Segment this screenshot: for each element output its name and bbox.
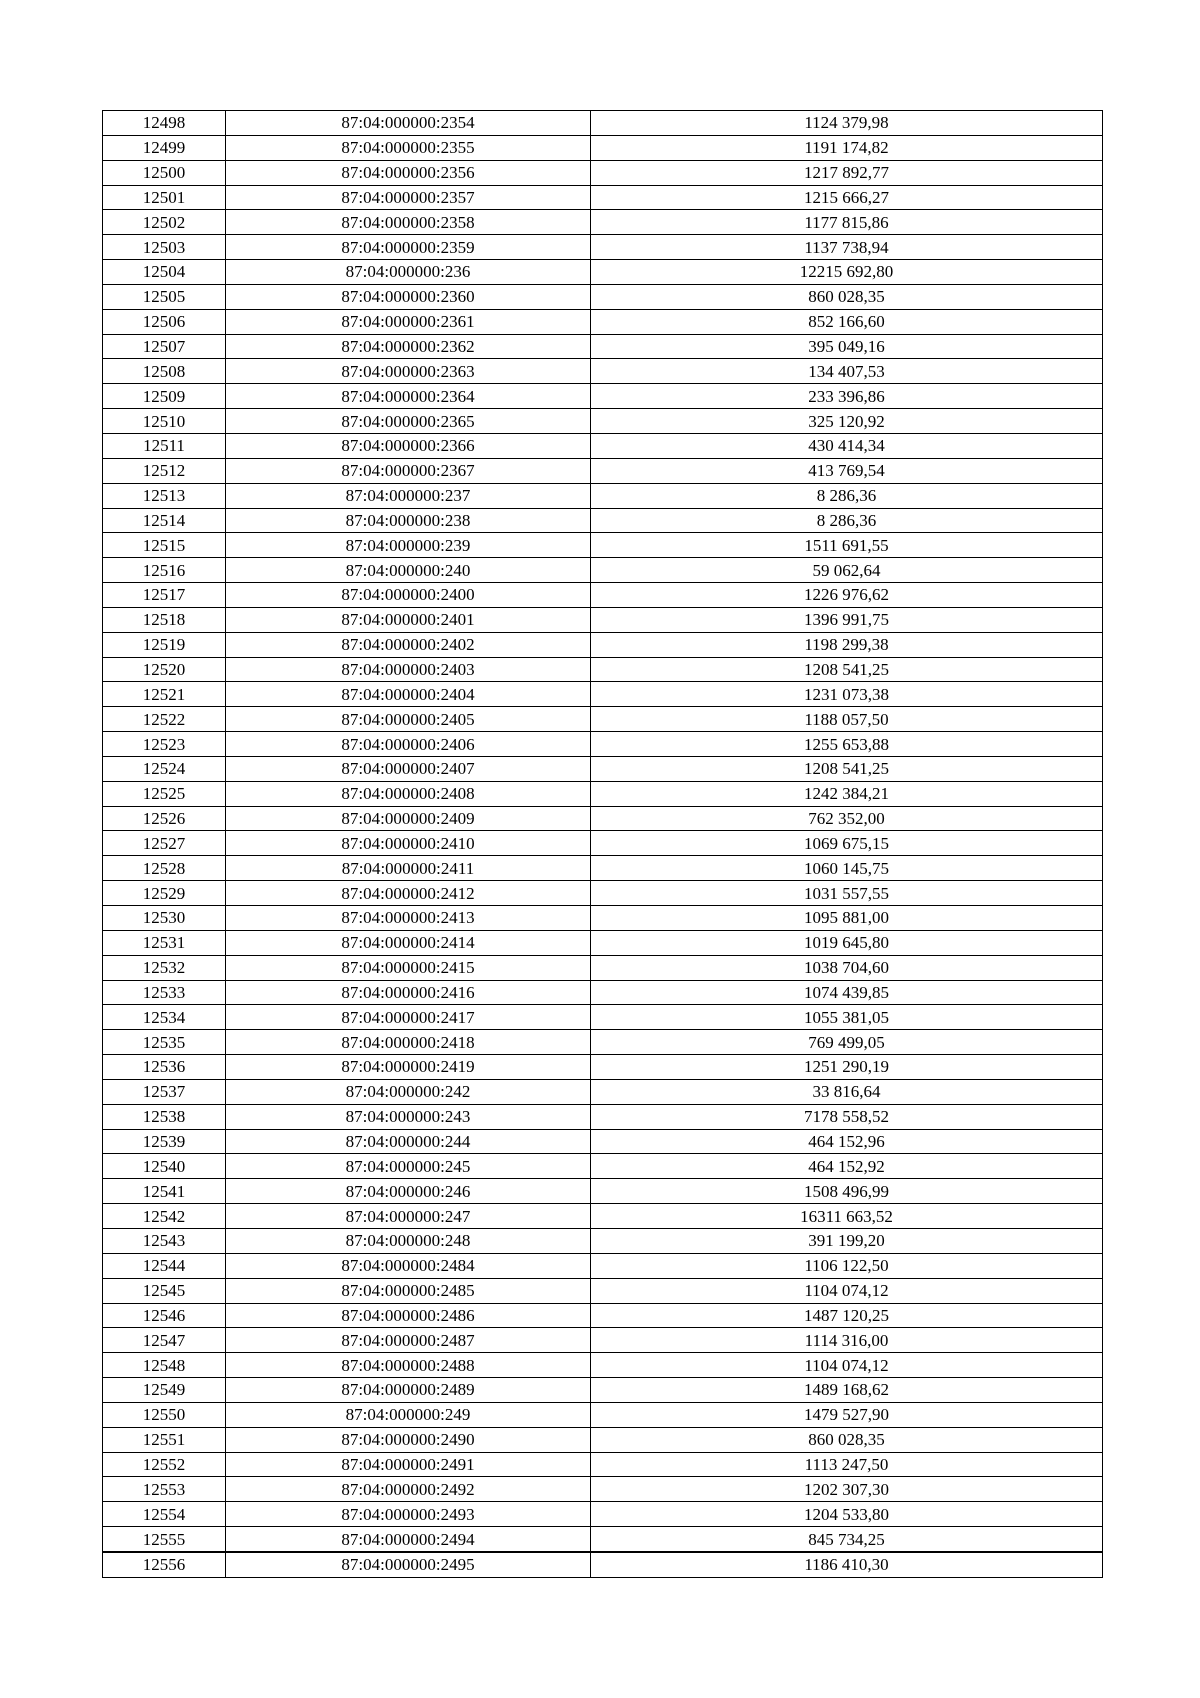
row-number-cell: 12552 xyxy=(103,1452,226,1477)
row-number-cell: 12516 xyxy=(103,558,226,583)
table-row xyxy=(103,1552,1103,1577)
table-row xyxy=(103,260,1103,285)
cadastral-value-cell: 1177 815,86 xyxy=(591,210,1103,235)
row-number-cell: 12500 xyxy=(103,160,226,185)
cadastral-number-cell: 87:04:000000:2486 xyxy=(226,1303,591,1328)
cadastral-value-cell: 16311 663,52 xyxy=(591,1204,1103,1229)
table-row xyxy=(103,334,1103,359)
table-row xyxy=(103,781,1103,806)
cadastral-value-cell: 1251 290,19 xyxy=(591,1055,1103,1080)
cadastral-number-cell: 87:04:000000:242 xyxy=(226,1079,591,1104)
cadastral-value-cell: 1106 122,50 xyxy=(591,1253,1103,1278)
row-number-cell: 12545 xyxy=(103,1278,226,1303)
table-row xyxy=(103,806,1103,831)
row-number-cell: 12502 xyxy=(103,210,226,235)
cadastral-value-cell: 1208 541,25 xyxy=(591,657,1103,682)
cadastral-value-cell: 1069 675,15 xyxy=(591,831,1103,856)
row-number-cell: 12499 xyxy=(103,135,226,160)
cadastral-number-cell: 87:04:000000:2413 xyxy=(226,906,591,931)
cadastral-value-cell: 1226 976,62 xyxy=(591,583,1103,608)
row-number-cell: 12504 xyxy=(103,260,226,285)
cadastral-number-cell: 87:04:000000:2495 xyxy=(226,1552,591,1577)
row-number-cell: 12520 xyxy=(103,657,226,682)
cadastral-value-cell: 1511 691,55 xyxy=(591,533,1103,558)
row-number-cell: 12548 xyxy=(103,1353,226,1378)
cadastral-value-cell: 769 499,05 xyxy=(591,1030,1103,1055)
cadastral-number-cell: 87:04:000000:2490 xyxy=(226,1427,591,1452)
table-row xyxy=(103,955,1103,980)
row-number-cell: 12546 xyxy=(103,1303,226,1328)
table-row xyxy=(103,1104,1103,1129)
row-number-cell: 12525 xyxy=(103,781,226,806)
cadastral-number-cell: 87:04:000000:247 xyxy=(226,1204,591,1229)
row-number-cell: 12535 xyxy=(103,1030,226,1055)
table-row xyxy=(103,135,1103,160)
cadastral-value-cell: 8 286,36 xyxy=(591,508,1103,533)
table-row xyxy=(103,1477,1103,1502)
cadastral-value-cell: 1124 379,98 xyxy=(591,111,1103,136)
row-number-cell: 12554 xyxy=(103,1502,226,1527)
table-row xyxy=(103,632,1103,657)
table-row xyxy=(103,1278,1103,1303)
cadastral-number-cell: 87:04:000000:2404 xyxy=(226,682,591,707)
table-row xyxy=(103,409,1103,434)
cadastral-value-cell: 1489 168,62 xyxy=(591,1378,1103,1403)
cadastral-value-cell: 391 199,20 xyxy=(591,1228,1103,1253)
table-row xyxy=(103,1328,1103,1353)
row-number-cell: 12515 xyxy=(103,533,226,558)
cadastral-value-cell: 1215 666,27 xyxy=(591,185,1103,210)
cadastral-value-cell: 1074 439,85 xyxy=(591,980,1103,1005)
cadastral-value-cell: 762 352,00 xyxy=(591,806,1103,831)
table-row xyxy=(103,508,1103,533)
cadastral-value-cell: 1487 120,25 xyxy=(591,1303,1103,1328)
cadastral-number-cell: 87:04:000000:245 xyxy=(226,1154,591,1179)
cadastral-value-cell: 1191 174,82 xyxy=(591,135,1103,160)
row-number-cell: 12507 xyxy=(103,334,226,359)
row-number-cell: 12543 xyxy=(103,1228,226,1253)
table-row xyxy=(103,1402,1103,1427)
cadastral-number-cell: 87:04:000000:2358 xyxy=(226,210,591,235)
row-number-cell: 12528 xyxy=(103,856,226,881)
cadastral-number-cell: 87:04:000000:2367 xyxy=(226,458,591,483)
cadastral-number-cell: 87:04:000000:2406 xyxy=(226,732,591,757)
cadastral-value-cell: 1113 247,50 xyxy=(591,1452,1103,1477)
table-row xyxy=(103,1030,1103,1055)
cadastral-number-cell: 87:04:000000:2407 xyxy=(226,756,591,781)
row-number-cell: 12549 xyxy=(103,1378,226,1403)
cadastral-number-cell: 87:04:000000:2360 xyxy=(226,284,591,309)
cadastral-value-cell: 7178 558,52 xyxy=(591,1104,1103,1129)
cadastral-number-cell: 87:04:000000:2418 xyxy=(226,1030,591,1055)
cadastral-number-cell: 87:04:000000:2355 xyxy=(226,135,591,160)
cadastral-number-cell: 87:04:000000:2493 xyxy=(226,1502,591,1527)
table-row xyxy=(103,1228,1103,1253)
cadastral-number-cell: 87:04:000000:2416 xyxy=(226,980,591,1005)
row-number-cell: 12540 xyxy=(103,1154,226,1179)
cadastral-number-cell: 87:04:000000:2484 xyxy=(226,1253,591,1278)
row-number-cell: 12532 xyxy=(103,955,226,980)
row-number-cell: 12505 xyxy=(103,284,226,309)
row-number-cell: 12524 xyxy=(103,756,226,781)
table-row xyxy=(103,210,1103,235)
cadastral-value-cell: 325 120,92 xyxy=(591,409,1103,434)
cadastral-number-cell: 87:04:000000:2419 xyxy=(226,1055,591,1080)
cadastral-value-cell: 1508 496,99 xyxy=(591,1179,1103,1204)
table-row xyxy=(103,458,1103,483)
cadastral-value-cell: 845 734,25 xyxy=(591,1527,1103,1552)
table-row xyxy=(103,1303,1103,1328)
cadastral-number-cell: 87:04:000000:2362 xyxy=(226,334,591,359)
row-number-cell: 12518 xyxy=(103,607,226,632)
row-number-cell: 12541 xyxy=(103,1179,226,1204)
table-row xyxy=(103,1452,1103,1477)
cadastral-number-cell: 87:04:000000:2366 xyxy=(226,433,591,458)
row-number-cell: 12513 xyxy=(103,483,226,508)
cadastral-number-cell: 87:04:000000:2405 xyxy=(226,707,591,732)
row-number-cell: 12537 xyxy=(103,1079,226,1104)
cadastral-number-cell: 87:04:000000:2365 xyxy=(226,409,591,434)
cadastral-number-cell: 87:04:000000:243 xyxy=(226,1104,591,1129)
cadastral-value-cell: 1095 881,00 xyxy=(591,906,1103,931)
table-body xyxy=(103,111,1103,1578)
cadastral-number-cell: 87:04:000000:244 xyxy=(226,1129,591,1154)
row-number-cell: 12555 xyxy=(103,1527,226,1552)
row-number-cell: 12551 xyxy=(103,1427,226,1452)
cadastral-value-cell: 33 816,64 xyxy=(591,1079,1103,1104)
table-row xyxy=(103,1179,1103,1204)
cadastral-number-cell: 87:04:000000:2485 xyxy=(226,1278,591,1303)
table-row xyxy=(103,906,1103,931)
row-number-cell: 12553 xyxy=(103,1477,226,1502)
cadastral-value-cell: 1217 892,77 xyxy=(591,160,1103,185)
table-row xyxy=(103,433,1103,458)
row-number-cell: 12522 xyxy=(103,707,226,732)
cadastral-number-cell: 87:04:000000:2359 xyxy=(226,235,591,260)
cadastral-value-cell: 1104 074,12 xyxy=(591,1278,1103,1303)
row-number-cell: 12509 xyxy=(103,384,226,409)
row-number-cell: 12556 xyxy=(103,1552,226,1577)
table-row xyxy=(103,359,1103,384)
row-number-cell: 12544 xyxy=(103,1253,226,1278)
cadastral-number-cell: 87:04:000000:2492 xyxy=(226,1477,591,1502)
cadastral-number-cell: 87:04:000000:240 xyxy=(226,558,591,583)
row-number-cell: 12498 xyxy=(103,111,226,136)
table-row xyxy=(103,558,1103,583)
cadastral-value-cell: 464 152,96 xyxy=(591,1129,1103,1154)
cadastral-value-cell: 1188 057,50 xyxy=(591,707,1103,732)
cadastral-number-cell: 87:04:000000:2414 xyxy=(226,930,591,955)
cadastral-number-cell: 87:04:000000:2363 xyxy=(226,359,591,384)
table-row xyxy=(103,707,1103,732)
row-number-cell: 12514 xyxy=(103,508,226,533)
table-row xyxy=(103,533,1103,558)
cadastral-number-cell: 87:04:000000:2402 xyxy=(226,632,591,657)
cadastral-value-cell: 860 028,35 xyxy=(591,284,1103,309)
table-row xyxy=(103,284,1103,309)
table-row xyxy=(103,657,1103,682)
cadastral-number-cell: 87:04:000000:2401 xyxy=(226,607,591,632)
cadastral-number-cell: 87:04:000000:2489 xyxy=(226,1378,591,1403)
cadastral-value-cell: 430 414,34 xyxy=(591,433,1103,458)
row-number-cell: 12519 xyxy=(103,632,226,657)
cadastral-value-cell: 395 049,16 xyxy=(591,334,1103,359)
table-row xyxy=(103,1129,1103,1154)
cadastral-number-cell: 87:04:000000:2356 xyxy=(226,160,591,185)
cadastral-number-cell: 87:04:000000:2408 xyxy=(226,781,591,806)
row-number-cell: 12506 xyxy=(103,309,226,334)
row-number-cell: 12550 xyxy=(103,1402,226,1427)
cadastral-value-cell: 1019 645,80 xyxy=(591,930,1103,955)
row-number-cell: 12521 xyxy=(103,682,226,707)
cadastral-value-cell: 134 407,53 xyxy=(591,359,1103,384)
row-number-cell: 12538 xyxy=(103,1104,226,1129)
row-number-cell: 12501 xyxy=(103,185,226,210)
cadastral-number-cell: 87:04:000000:2417 xyxy=(226,1005,591,1030)
table-row xyxy=(103,483,1103,508)
cadastral-value-cell: 1242 384,21 xyxy=(591,781,1103,806)
cadastral-number-cell: 87:04:000000:2410 xyxy=(226,831,591,856)
cadastral-number-cell: 87:04:000000:2354 xyxy=(226,111,591,136)
table-row xyxy=(103,111,1103,136)
cadastral-value-cell: 1104 074,12 xyxy=(591,1353,1103,1378)
cadastral-value-cell: 1055 381,05 xyxy=(591,1005,1103,1030)
table-row xyxy=(103,756,1103,781)
row-number-cell: 12511 xyxy=(103,433,226,458)
row-number-cell: 12510 xyxy=(103,409,226,434)
table-row xyxy=(103,682,1103,707)
cadastral-number-cell: 87:04:000000:2364 xyxy=(226,384,591,409)
cadastral-number-cell: 87:04:000000:237 xyxy=(226,483,591,508)
cadastral-value-cell: 852 166,60 xyxy=(591,309,1103,334)
cadastral-number-cell: 87:04:000000:236 xyxy=(226,260,591,285)
row-number-cell: 12508 xyxy=(103,359,226,384)
cadastral-number-cell: 87:04:000000:2488 xyxy=(226,1353,591,1378)
table-row xyxy=(103,1154,1103,1179)
cadastral-number-cell: 87:04:000000:2357 xyxy=(226,185,591,210)
cadastral-value-cell: 8 286,36 xyxy=(591,483,1103,508)
row-number-cell: 12533 xyxy=(103,980,226,1005)
cadastral-value-cell: 1208 541,25 xyxy=(591,756,1103,781)
cadastral-number-cell: 87:04:000000:246 xyxy=(226,1179,591,1204)
cadastral-value-cell: 1479 527,90 xyxy=(591,1402,1103,1427)
row-number-cell: 12523 xyxy=(103,732,226,757)
cadastral-value-cell: 1231 073,38 xyxy=(591,682,1103,707)
cadastral-number-cell: 87:04:000000:2491 xyxy=(226,1452,591,1477)
table-row xyxy=(103,930,1103,955)
table-row xyxy=(103,1378,1103,1403)
cadastral-value-cell: 860 028,35 xyxy=(591,1427,1103,1452)
table-row xyxy=(103,309,1103,334)
cadastral-value-cell: 1031 557,55 xyxy=(591,881,1103,906)
cadastral-number-cell: 87:04:000000:2409 xyxy=(226,806,591,831)
cadastral-value-cell: 1198 299,38 xyxy=(591,632,1103,657)
table-row xyxy=(103,831,1103,856)
cadastral-number-cell: 87:04:000000:2361 xyxy=(226,309,591,334)
cadastral-value-cell: 1204 533,80 xyxy=(591,1502,1103,1527)
cadastral-value-cell: 464 152,92 xyxy=(591,1154,1103,1179)
cadastral-value-cell: 1396 991,75 xyxy=(591,607,1103,632)
cadastral-value-cell: 233 396,86 xyxy=(591,384,1103,409)
cadastral-value-cell: 1060 145,75 xyxy=(591,856,1103,881)
cadastral-value-cell: 1038 704,60 xyxy=(591,955,1103,980)
row-number-cell: 12529 xyxy=(103,881,226,906)
table-row xyxy=(103,607,1103,632)
table-row xyxy=(103,583,1103,608)
cadastral-number-cell: 87:04:000000:2400 xyxy=(226,583,591,608)
table-row xyxy=(103,856,1103,881)
table-row xyxy=(103,384,1103,409)
table-row xyxy=(103,1079,1103,1104)
table-row xyxy=(103,1055,1103,1080)
row-number-cell: 12542 xyxy=(103,1204,226,1229)
cadastral-number-cell: 87:04:000000:2415 xyxy=(226,955,591,980)
cadastral-value-cell: 1202 307,30 xyxy=(591,1477,1103,1502)
table-row xyxy=(103,881,1103,906)
cadastral-value-cell: 1137 738,94 xyxy=(591,235,1103,260)
table-row xyxy=(103,1253,1103,1278)
cadastral-number-cell: 87:04:000000:2412 xyxy=(226,881,591,906)
row-number-cell: 12531 xyxy=(103,930,226,955)
row-number-cell: 12547 xyxy=(103,1328,226,1353)
table-row xyxy=(103,160,1103,185)
table-row xyxy=(103,1502,1103,1527)
cadastral-number-cell: 87:04:000000:2487 xyxy=(226,1328,591,1353)
row-number-cell: 12517 xyxy=(103,583,226,608)
cadastral-value-table xyxy=(102,110,1103,1578)
cadastral-value-cell: 1255 653,88 xyxy=(591,732,1103,757)
cadastral-value-cell: 1114 316,00 xyxy=(591,1328,1103,1353)
row-number-cell: 12536 xyxy=(103,1055,226,1080)
cadastral-number-cell: 87:04:000000:239 xyxy=(226,533,591,558)
cadastral-number-cell: 87:04:000000:248 xyxy=(226,1228,591,1253)
table-row xyxy=(103,1427,1103,1452)
table-row xyxy=(103,1204,1103,1229)
row-number-cell: 12530 xyxy=(103,906,226,931)
cadastral-number-cell: 87:04:000000:2403 xyxy=(226,657,591,682)
row-number-cell: 12534 xyxy=(103,1005,226,1030)
cadastral-value-cell: 12215 692,80 xyxy=(591,260,1103,285)
row-number-cell: 12512 xyxy=(103,458,226,483)
row-number-cell: 12503 xyxy=(103,235,226,260)
table-row xyxy=(103,980,1103,1005)
row-number-cell: 12527 xyxy=(103,831,226,856)
table-row xyxy=(103,732,1103,757)
table-row xyxy=(103,1353,1103,1378)
cadastral-number-cell: 87:04:000000:238 xyxy=(226,508,591,533)
row-number-cell: 12539 xyxy=(103,1129,226,1154)
cadastral-value-cell: 59 062,64 xyxy=(591,558,1103,583)
cadastral-number-cell: 87:04:000000:2411 xyxy=(226,856,591,881)
row-number-cell: 12526 xyxy=(103,806,226,831)
cadastral-value-cell: 1186 410,30 xyxy=(591,1552,1103,1577)
cadastral-value-cell: 413 769,54 xyxy=(591,458,1103,483)
table-row xyxy=(103,1005,1103,1030)
table-row xyxy=(103,1527,1103,1552)
table-row xyxy=(103,185,1103,210)
cadastral-number-cell: 87:04:000000:249 xyxy=(226,1402,591,1427)
table-row xyxy=(103,235,1103,260)
cadastral-number-cell: 87:04:000000:2494 xyxy=(226,1527,591,1552)
